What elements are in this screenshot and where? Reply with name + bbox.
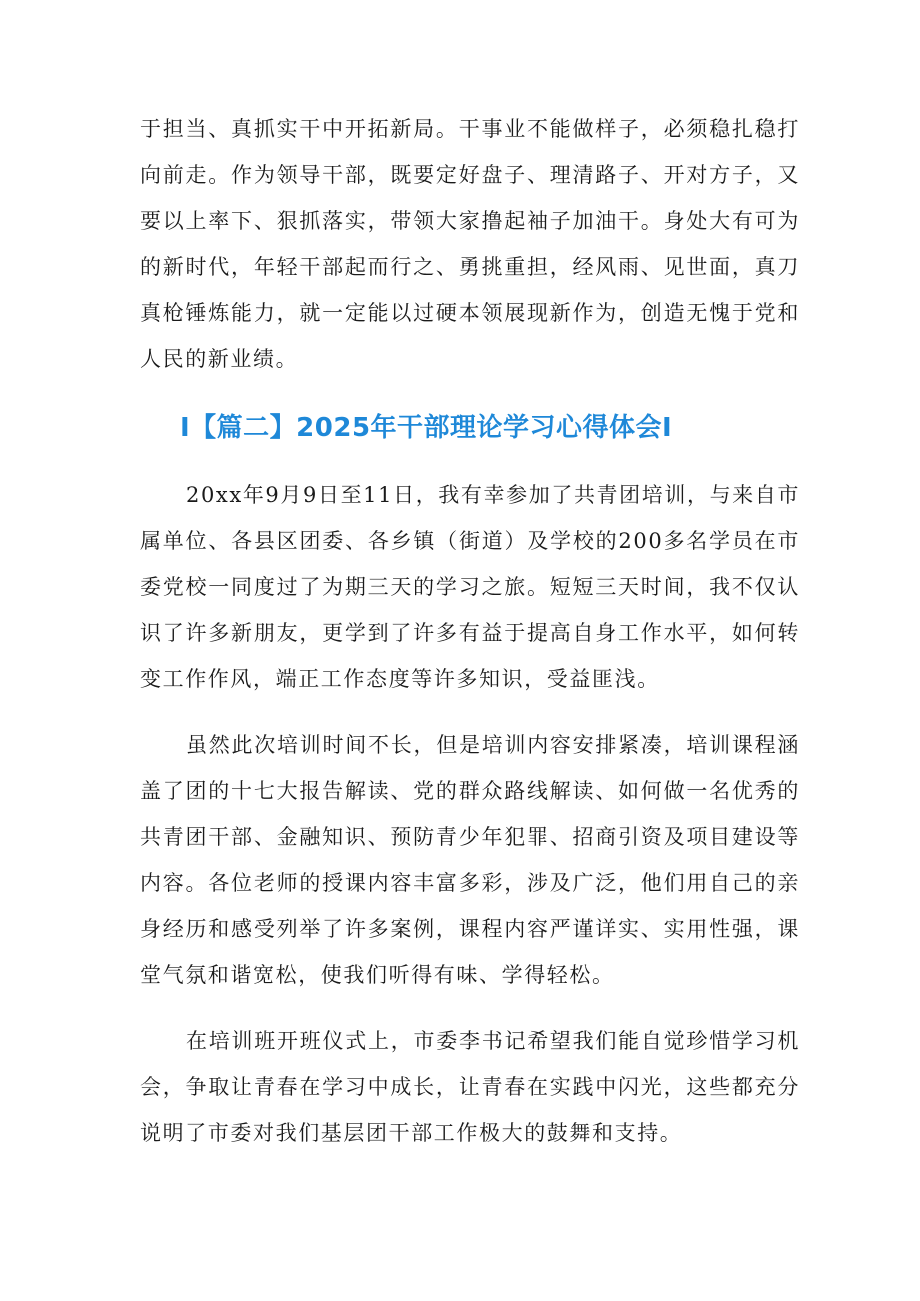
paragraph-opening-ceremony: 在培训班开班仪式上，市委李书记希望我们能自觉珍惜学习机会，争取让青春在学习中成长，让青春在实践中闪光，这些都充分说明了市委对我们基层团干部工作极大的鼓舞和支持。 xyxy=(140,1029,800,1145)
paragraph-training-intro: 20xx年9月9日至11日，我有幸参加了共青团培训，与来自市属单位、各县区团委、各乡镇（街道）及学校的200多名学员在市委党校一同度过了为期三天的学习之旅。短短三天时间，我不仅认识了许多新朋友，更学到了许多有益于提高自身工作水平，如何转变工作作风，端正工作态度等许多知识，受益匪浅。 xyxy=(140,483,800,691)
paragraph-training-content: 虽然此次培训时间不长，但是培训内容安排紧凑，培训课程涵盖了团的十七大报告解读、党的群众路线解读、如何做一名优秀的共青团干部、金融知识、预防青少年犯罪、招商引资及项目建设等内容。各位老师的授课内容丰富多彩，涉及广泛，他们用自己的亲身经历和感受列举了许多案例，课程内容严谨详实、实用性强，课堂气氛和谐宽松，使我们听得有味、学得轻松。 xyxy=(140,733,800,987)
section-heading[interactable]: I【篇二】2025年干部理论学习心得体会I xyxy=(180,413,673,443)
paragraph-continued: 于担当、真抓实干中开拓新局。干事业不能做样子，必须稳扎稳打向前走。作为领导干部，既要定好盘子、理清路子、开对方子，又要以上率下、狠抓落实，带领大家撸起袖子加油干。身处大有可为的新时代，年轻干部起而行之、勇挑重担，经风雨、见世面，真刀真枪锤炼能力，就一定能以过硬本领展现新作为，创造无愧于党和人民的新业绩。 xyxy=(140,117,800,371)
